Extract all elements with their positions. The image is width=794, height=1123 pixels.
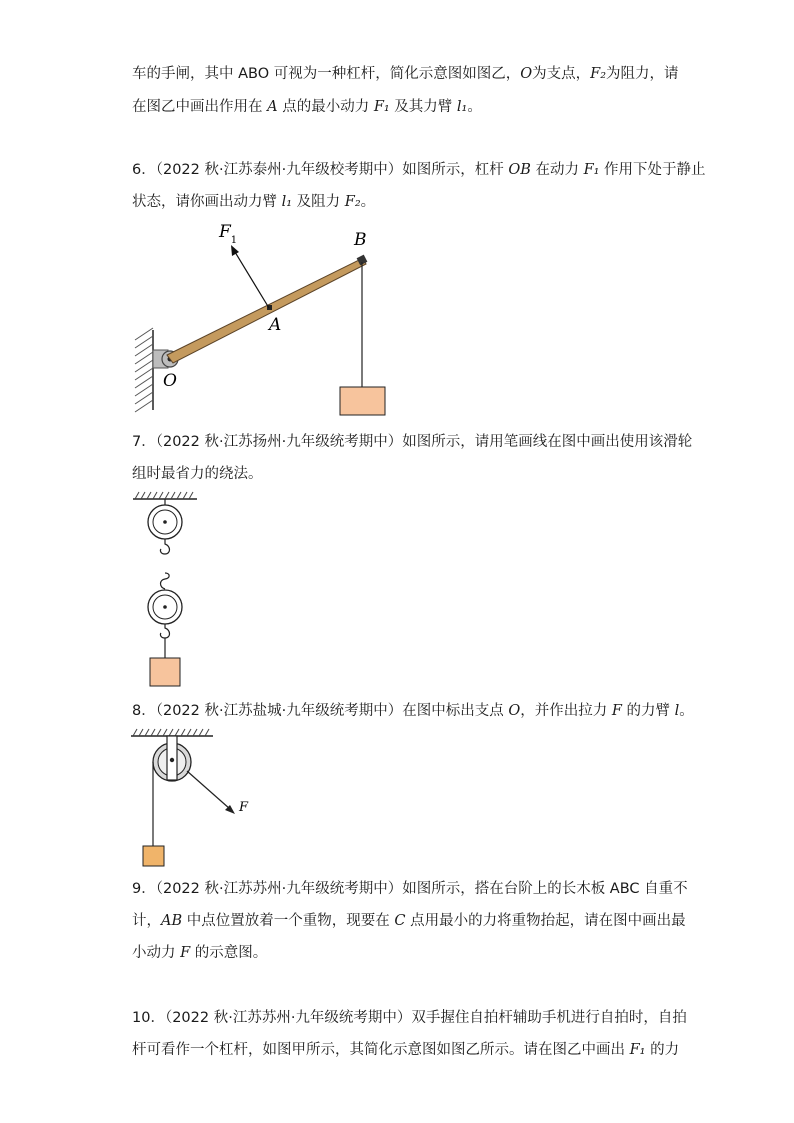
q7-line-2: 组时最省力的绕法。 <box>132 466 263 482</box>
q9-line-1: 9．（2022 秋·江苏苏州·九年级统考期中）如图所示，搭在台阶上的长木板 ABC 自重不 <box>132 881 688 897</box>
weight-block <box>143 846 164 866</box>
ceiling-hatching <box>133 729 209 736</box>
force-F1-arrowhead <box>231 245 239 256</box>
q6-lever-figure <box>120 220 400 420</box>
label-B: B <box>354 230 367 250</box>
movable-pulley-hook <box>160 624 169 638</box>
movable-pulley-top-hook <box>161 573 170 589</box>
force-F-arrow <box>187 771 230 809</box>
label-A: A <box>269 315 282 335</box>
intro-line-2: 在图乙中画出作用在 A 点的最小动力 F₁ 及其力臂 l₁。 <box>132 99 482 115</box>
q8-line-1: 8．（2022 秋·江苏盐城·九年级统考期中）在图中标出支点 O，并作出拉力 F 的力臂 l。 <box>132 703 694 719</box>
pulley-axle <box>170 758 174 762</box>
q6-line-2: 状态，请你画出动力臂 l₁ 及阻力 F₂。 <box>132 194 376 210</box>
label-F1: $F_1$ <box>219 222 238 246</box>
q6-line-1: 6．（2022 秋·江苏泰州·九年级校考期中）如图所示，杠杆 OB 在动力 F₁ 作用下处于静止 <box>132 162 706 178</box>
q10-line-2: 杆可看作一个杠杆，如图甲所示，其简化示意图如图乙所示。请在图乙中画出 F₁ 的力 <box>132 1042 680 1058</box>
label-O: O <box>163 371 177 391</box>
weight-block <box>340 387 385 415</box>
q9-line-2: 计，AB 中点位置放着一个重物，现要在 C 点用最小的力将重物抬起，请在图中画出最 <box>132 913 686 929</box>
q10-line-1: 10．（2022 秋·江苏苏州·九年级统考期中）双手握住自拍杆辅助手机进行自拍时，自拍 <box>132 1010 687 1026</box>
q8-pulley-figure <box>125 726 265 871</box>
fixed-pulley-hook <box>160 539 169 554</box>
q7-pulley-figure <box>125 488 205 693</box>
weight-block <box>150 658 180 686</box>
wall-hatching <box>135 328 153 412</box>
ceiling-hatching <box>135 492 193 499</box>
q9-line-3: 小动力 F 的示意图。 <box>132 945 268 961</box>
intro-line-1: 车的手闸，其中 ABO 可视为一种杠杆，简化示意图如图乙，O为支点，F₂为阻力，请 <box>132 66 679 82</box>
force-F1-arrow <box>235 252 269 308</box>
q7-line-1: 7．（2022 秋·江苏扬州·九年级统考期中）如图所示，请用笔画线在图中画出使用该滑轮 <box>132 434 693 450</box>
lever-rod <box>167 258 366 363</box>
label-F: F <box>239 800 249 815</box>
